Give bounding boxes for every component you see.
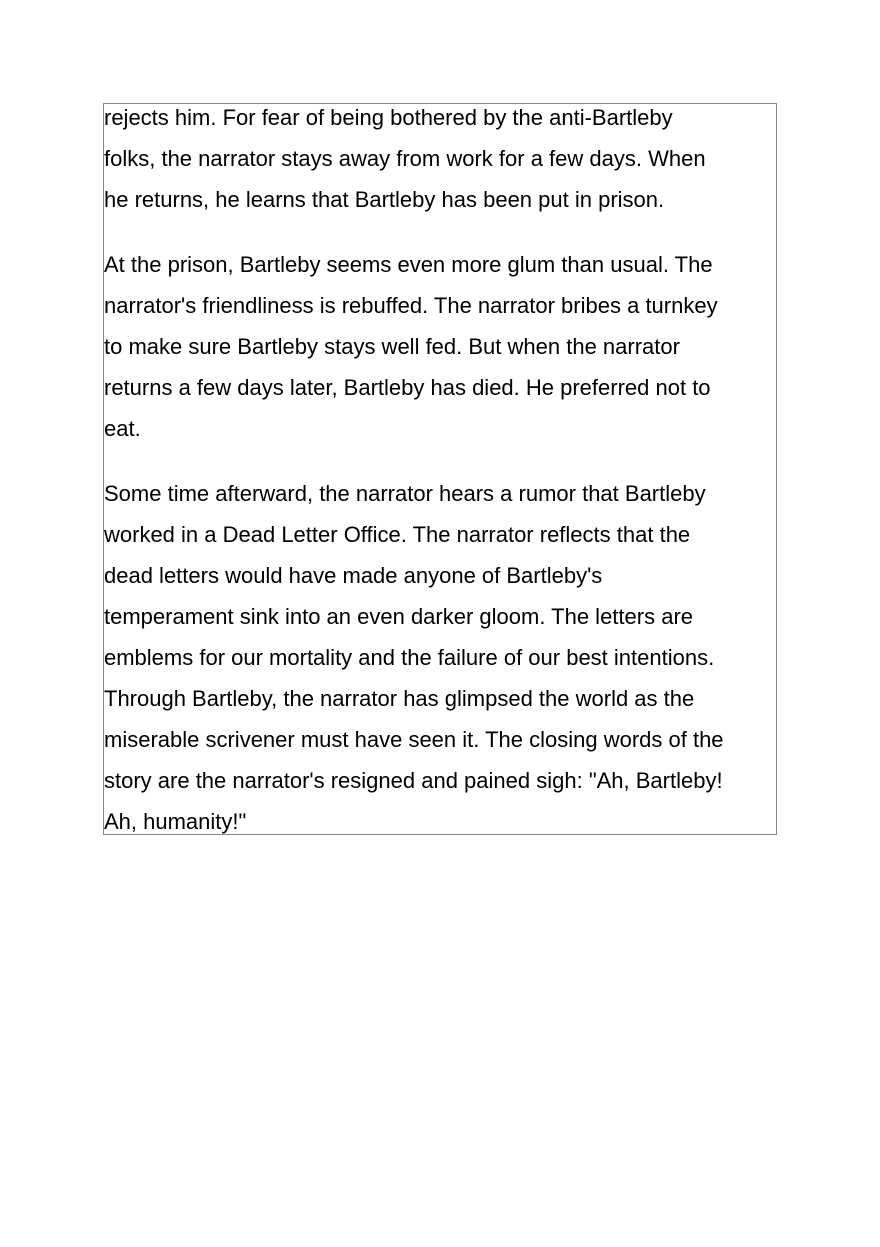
text-line: emblems for our mortality and the failure of our best intentions.: [104, 645, 715, 670]
text-line: miserable scrivener must have seen it. The closing words of the: [104, 727, 724, 752]
paragraph: [104, 473, 784, 842]
text-line: to make sure Bartleby stays well fed. But when the narrator: [104, 334, 680, 359]
text-line: Some time afterward, the narrator hears a rumor that Bartleby: [104, 481, 706, 506]
text-line: worked in a Dead Letter Office. The narrator reflects that the: [104, 522, 691, 547]
text-line: Ah, humanity!": [104, 809, 247, 834]
text-line: At the prison, Bartleby seems even more glum than usual. The: [104, 252, 713, 277]
text-line: folks, the narrator stays away from work for a few days. When: [104, 146, 706, 171]
text-line: Through Bartleby, the narrator has glimpsed the world as the: [104, 686, 695, 711]
text-line: returns a few days later, Bartleby has died. He preferred not to: [104, 375, 711, 400]
document-body: [104, 97, 784, 866]
text-line: eat.: [104, 416, 141, 441]
text-line: temperament sink into an even darker gloom. The letters are: [104, 604, 694, 629]
text-line: he returns, he learns that Bartleby has been put in prison.: [104, 187, 665, 212]
text-line: story are the narrator's resigned and pained sigh: "Ah, Bartleby!: [104, 768, 723, 793]
text-line: rejects him. For fear of being bothered by the anti-Bartleby: [104, 105, 673, 130]
paragraph: [104, 97, 784, 220]
paragraph: [104, 244, 784, 449]
text-line: narrator's friendliness is rebuffed. The narrator bribes a turnkey: [104, 293, 718, 318]
text-line: dead letters would have made anyone of Bartleby's: [104, 563, 603, 588]
